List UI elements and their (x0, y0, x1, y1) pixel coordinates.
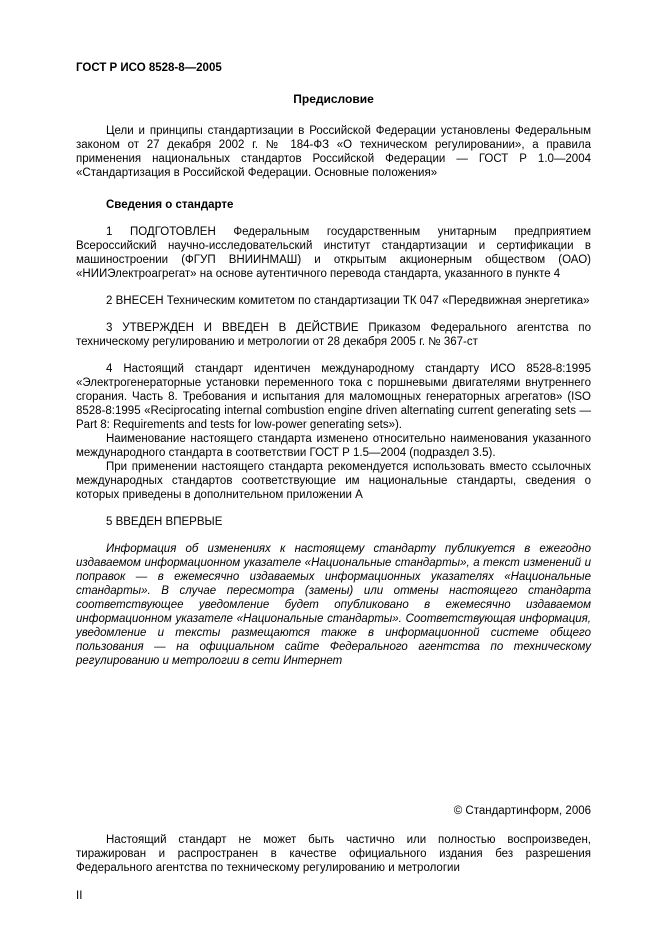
page-title: Предисловие (293, 92, 374, 106)
item-2-submitted-by: 2 ВНЕСЕН Техническим комитетом по стандартизации ТК 047 «Передвижная энергетика» (106, 295, 590, 307)
copyright-notice: © Стандартинформ, 2006 (453, 805, 591, 817)
item-5-first-edition: 5 ВВЕДЕН ВПЕРВЫЕ (106, 516, 223, 528)
reproduction-notice: Настоящий стандарт не может быть частично или полностью воспроизведен, тиражирован и распространен в качестве официального издания без разрешения Федерального агентства по техническому регулированию и метрологии (76, 834, 591, 874)
item-3-approved-by: 3 УТВЕРЖДЕН И ВВЕДЕН В ДЕЙСТВИЕ Приказом Федерального агентства по техническому регулированию и метрологии от 28 декабря 2005 г. № 367-ст (76, 322, 591, 348)
item-4-reference-standards-note: При применении настоящего стандарта рекомендуется использовать вместо ссылочных международных стандартов соответствующие им национальные стандарты, сведения о которых приведены в дополнительном приложении А (76, 461, 591, 501)
section-heading: Сведения о стандарте (106, 199, 234, 211)
item-4-name-change-note: Наименование настоящего стандарта изменено относительно наименования указанного международного стандарта в соответствии ГОСТ Р 1.5—2004 (подраздел 3.5). (76, 433, 591, 459)
page-number: II (76, 890, 83, 902)
document-designation: ГОСТ Р ИСО 8528-8—2005 (76, 62, 222, 74)
item-1-prepared-by: 1 ПОДГОТОВЛЕН Федеральным государственным унитарным предприятием Всероссийский научно-исследовательский институт стандартизации и сертификации в машиностроении (ФГУП ВНИИНМАШ) и открытым акционерным обществом (ОАО) «НИИЭлектроагрегат» на основе аутентичного перевода стандарта, указанного в пункте 4 (76, 226, 591, 280)
intro-paragraph: Цели и принципы стандартизации в Российской Федерации установлены Федеральным законом от 27 декабря 2002 г. № 184-ФЗ «О техническом регулировании», а правила применения национальных стандартов Российской Федерации — ГОСТ Р 1.0—2004 «Стандартизация в Российской Федерации. Основные положения» (76, 125, 591, 179)
item-4-identity-statement: 4 Настоящий стандарт идентичен международному стандарту ИСО 8528-8:1995 «Электрогенераторные установки переменного тока с поршневыми двигателями внутреннего сгорания. Часть 8. Требования и испытания для маломощных генераторных агрегатов» (ISO 8528-8:1995 «Reciprocating internal combustion engine driven alternating current generating sets — Part 8: Requirements and tests for low-power generating sets»). (76, 363, 591, 431)
page-content (76, 61, 591, 668)
availability-note: Информация об изменениях к настоящему стандарту публикуется в ежегодно издаваемом информационном указателе «Национальные стандарты», а текст изменений и поправок — в ежемесячно издаваемых информационных указателях «Национальные стандарты». В случае пересмотра (замены) или отмены настоящего стандарта соответствующее уведомление будет опубликовано в ежемесячно издаваемом информационном указателе «Национальные стандарты». Соответствующая информация, уведомление и тексты размещаются также в информационной системе общего пользования — на официальном сайте Федерального агентства по техническому регулированию и метрологии в сети Интернет (76, 543, 591, 667)
